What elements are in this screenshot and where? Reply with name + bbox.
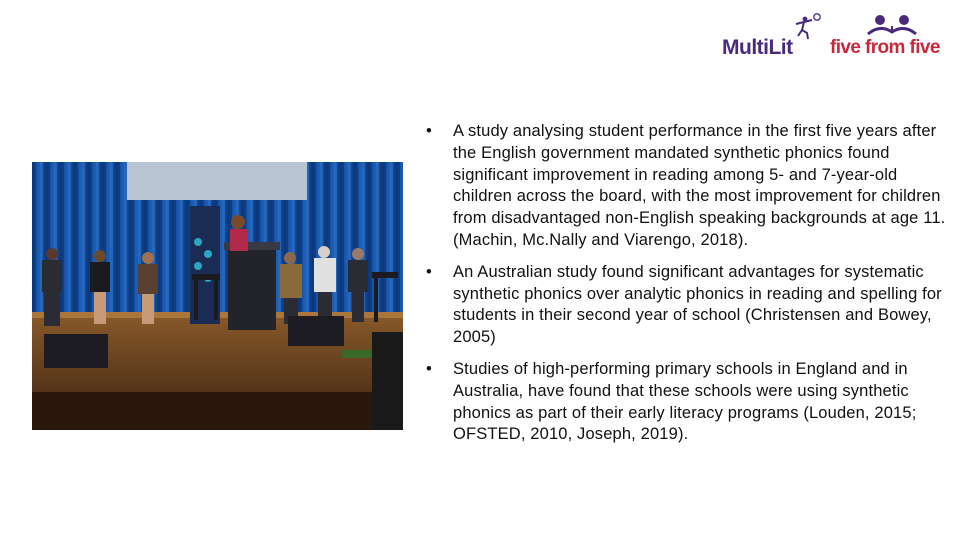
- reading-children-icon: [864, 14, 920, 36]
- bullet-text: Studies of high-performing primary schools in England and in Australia, have found that these schools were using synthetic phonics as part of their early literacy programs (Louden, 2015; OFSTED, 2010, Joseph, 2019).: [453, 359, 917, 444]
- fivefromfive-logo-text: five from five: [830, 37, 940, 58]
- bullet-item: [426, 262, 946, 349]
- panel-discussion-photo: [32, 162, 403, 430]
- bullet-marker: •: [426, 122, 432, 140]
- multilit-figure-icon: [790, 12, 826, 42]
- multilit-logo-text: MultiLit: [722, 36, 793, 59]
- bullet-text: An Australian study found significant advantages for systematic synthetic phonics over analytic phonics in reading and spelling for students in their second year of school (Christensen and Bowey, 2005): [453, 262, 942, 347]
- fivefromfive-logo: [830, 14, 952, 62]
- bullet-list: [426, 121, 946, 456]
- multilit-logo: [722, 32, 822, 62]
- bullet-marker: •: [426, 262, 432, 281]
- bullet-marker: •: [426, 359, 432, 378]
- bullet-item: [426, 359, 946, 446]
- bullet-item: [426, 121, 946, 252]
- stage-illustration: [32, 162, 403, 430]
- bullet-text: A study analysing student performance in the first five years after the English government mandated synthetic phonics found significant improvement in reading among 5- and 7-year-old children across the board, with the most improvement for children from disadvantaged non-English speaking backgrounds at age 11. (Machin, Mc.Nally and Viarengo, 2018).: [453, 122, 946, 249]
